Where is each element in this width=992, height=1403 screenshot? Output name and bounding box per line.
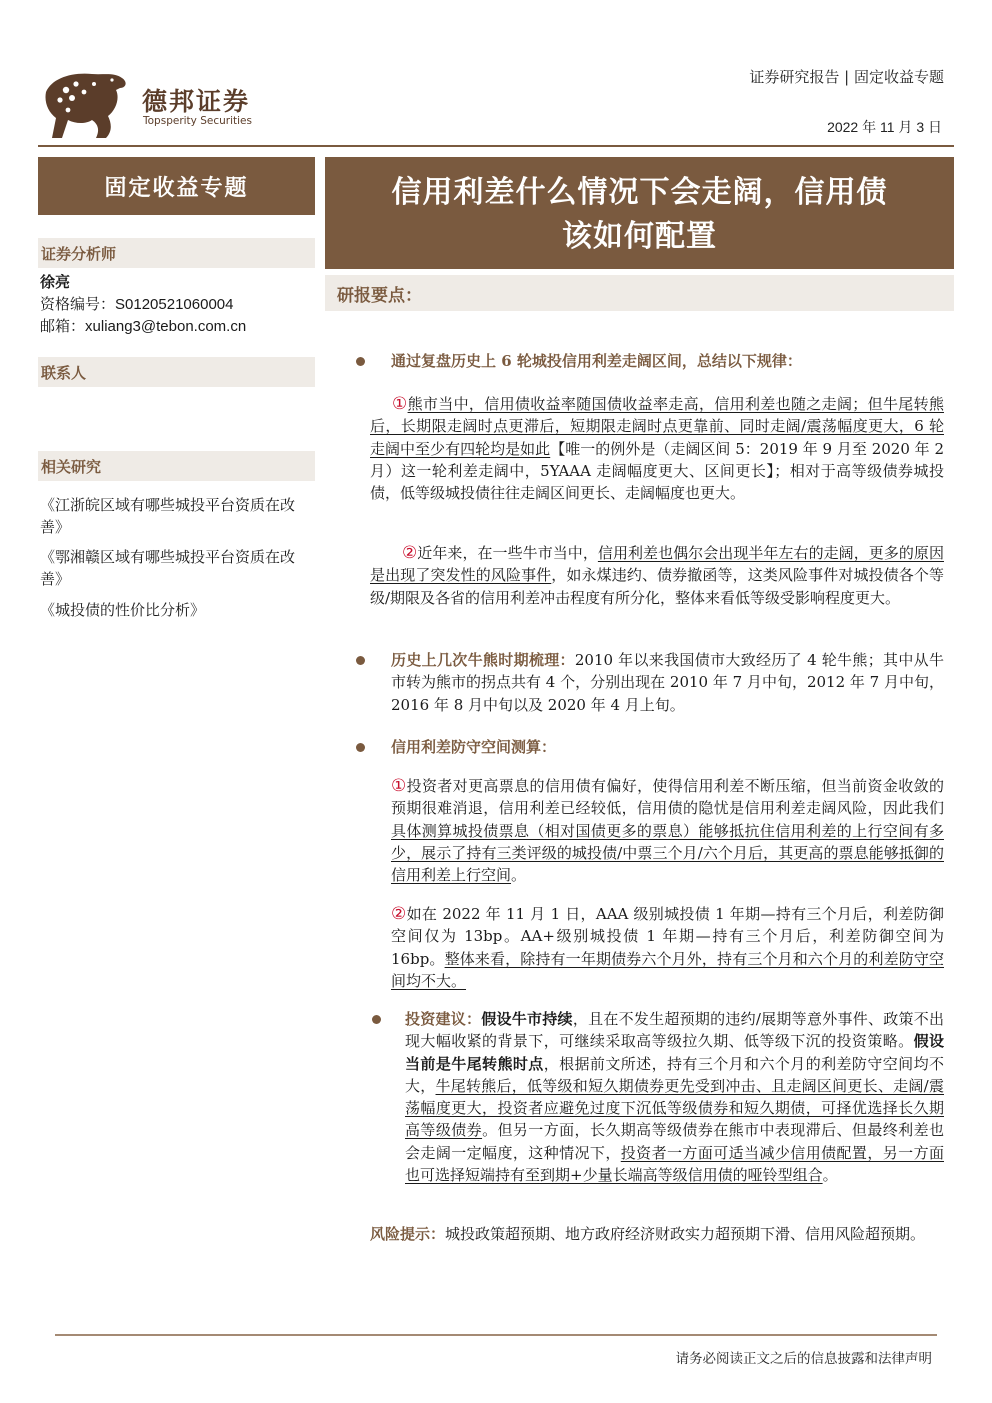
footer-disclaimer[interactable]: 请务必阅读正文之后的信息披露和法律声明 [675, 1351, 932, 1367]
left-banner: 固定收益专题 [38, 157, 315, 215]
section-4-heading: 投资建议： [405, 1010, 482, 1028]
header-divider [38, 145, 954, 147]
summary-heading: 研报要点： [325, 275, 954, 311]
risk-heading: 风险提示： [370, 1225, 446, 1243]
report-date: 2022 年 11 月 3 日 [827, 119, 942, 135]
underlined-text: 牛尾转熊后，低等级和短久期债券更先受到冲击、且走阔区间更长、走阔/震荡幅度更大，投资者应避免过度下沉低等级债券和短久期债，可择优选择长久期高等级债券 [405, 1076, 944, 1140]
footer-divider [55, 1334, 937, 1336]
cert-label: 资格编号： [40, 295, 116, 313]
body-text: 。 [511, 866, 527, 885]
body-text: ，根据前文所述，持有三个月和六个月的利差防守空间均不大， [405, 1054, 944, 1095]
analyst-name: 徐亮 [40, 273, 71, 291]
email-line [40, 315, 246, 338]
underlined-text: 整体来看，除持有一年期债券六个月外，持有三个月和六个月的利差防守空间均不大。 [391, 949, 944, 990]
point-number: ① [391, 776, 407, 796]
body-text: 投资者对更高票息的信用债有偏好，使得信用利差不断压缩，但当前资金收敛的预期很难消退，信用利差已经较低，信用债的隐忧是信用利差走阔风险，因此我们 [391, 777, 944, 818]
bullet-dot-icon [356, 656, 365, 665]
report-title [325, 157, 954, 269]
related-item[interactable]: 《城投债的性价比分析》 [40, 601, 206, 619]
analyst-heading: 证券分析师 [38, 238, 315, 268]
risk-note [370, 1223, 944, 1245]
underlined-text: 投资者一方面可适当减少信用债配置，另一方面也可选择短端持有至到期+少量长端高等级信用债的哑铃型组合 [405, 1143, 944, 1185]
bullet-dot-icon [372, 1015, 381, 1024]
bullet-dot-icon [356, 743, 365, 752]
related-item[interactable]: 《江浙皖区域有哪些城投平台资质在改善》 [40, 496, 296, 536]
body-text: 。 [822, 1166, 838, 1185]
body-text: ，如永煤违约、债券撤函等，这类风险事件对城投债各个等级/期限及各省的信用利差冲击程度有所分化，整体来看低等级受影响程度更大。 [370, 566, 944, 607]
section-3-heading: 信用利差防守空间测算： [391, 738, 557, 756]
point-number: ① [392, 394, 408, 414]
email-value[interactable]: xuliang3@tebon.com.cn [85, 318, 247, 335]
body-text: ，且在不发生超预期的违约/展期等意外事件、政策不出现大幅收紧的背景下，可继续采取高等级拉久期、低等级下沉的投资策略。 [405, 1010, 944, 1051]
title-line-1: 信用利差什么情况下会走阔，信用债 [391, 175, 888, 210]
related-item[interactable]: 《鄂湘赣区域有哪些城投平台资质在改善》 [40, 548, 296, 588]
section-3-point-2 [391, 903, 944, 992]
underlined-text: 信用利差也偶尔会出现半年左右的走阔，更多的原因是出现了突发性的风险事件 [370, 544, 944, 585]
section-2-heading: 历史上几次牛熊时期梳理： [391, 651, 575, 669]
report-category: 证券研究报告 | 固定收益专题 [749, 68, 944, 86]
underlined-text: 熊市当中，信用债收益率随国债收益率走高，信用利差也随之走阔；但牛尾转熊后，长期限走阔时点更滞后，短期限走阔时点更靠前、同时走阔/震荡幅度更大，6 轮走阔中至少有四轮均是如此 [370, 395, 944, 458]
brand-logo [42, 68, 252, 148]
section-2 [391, 649, 944, 716]
contact-heading: 联系人 [38, 357, 315, 387]
section-3-point-1 [391, 775, 944, 886]
title-line-2: 该如何配置 [562, 219, 717, 254]
point-number: ② [402, 543, 418, 563]
section-1-point-1 [370, 393, 944, 504]
cert-value: S0120521060004 [115, 296, 234, 313]
section-4 [405, 1008, 944, 1186]
bold-text: 假设当前是牛尾转熊时点 [405, 1032, 944, 1073]
body-text: 近年来，在一些牛市当中， [417, 544, 598, 562]
brand-name-en: Topsperity Securities [143, 115, 252, 127]
body-text: 【唯一的例外是（走阔区间 5：2019 年 9 月至 2020 年 2 月）这一轮利差走阔中，5YAAA 走阔幅度更大、区间更长】；相对于高等级债券城投债，低等级城投债往往走阔区间更长、走阔幅度也更大。 [370, 439, 944, 503]
underlined-text: 具体测算城投债票息（相对国债更多的票息）能够抵抗住信用利差的上行空间有多少，展示了持有三类评级的城投债/中票三个月/六个月后，其更高的票息能够抵御的信用利差上行空间 [391, 821, 944, 885]
email-label: 邮箱： [40, 317, 86, 335]
point-number: ② [391, 904, 407, 924]
body-text: 2010 年以来我国债市大致经历了 4 轮牛熊；其中从牛市转为熊市的拐点共有 4 个，分别出现在 2010 年 7 月中旬，2012 年 7 月中旬，2016 年 8 月中旬以及 2020 年 4 月上旬。 [391, 651, 944, 714]
cert-line [40, 293, 233, 316]
brand-name-cn: 德邦证券 [142, 87, 251, 116]
section-1-heading: 通过复盘历史上 6 轮城投信用利差走阔区间，总结以下规律： [391, 352, 802, 370]
body-text: 如在 2022 年 11 月 1 日，AAA 级别城投债 1 年期—持有三个月后，利差防御空间仅为 13bp。AA+级别城投债 1 年期—持有三个月后，利差防御空间为 16bp。 [391, 905, 944, 968]
risk-text: 城投政策超预期、地方政府经济财政实力超预期下滑、信用风险超预期。 [445, 1225, 926, 1243]
body-text: 。但另一方面，长久期高等级债券在熊市中表现滞后、但最终利差也会走阔一定幅度，这种情况下， [405, 1121, 944, 1162]
bold-text: 假设牛市持续 [481, 1010, 573, 1028]
related-heading: 相关研究 [38, 451, 315, 481]
section-1-point-2 [370, 542, 944, 609]
bullet-dot-icon [356, 357, 365, 366]
leopard-logo-icon [42, 68, 132, 140]
